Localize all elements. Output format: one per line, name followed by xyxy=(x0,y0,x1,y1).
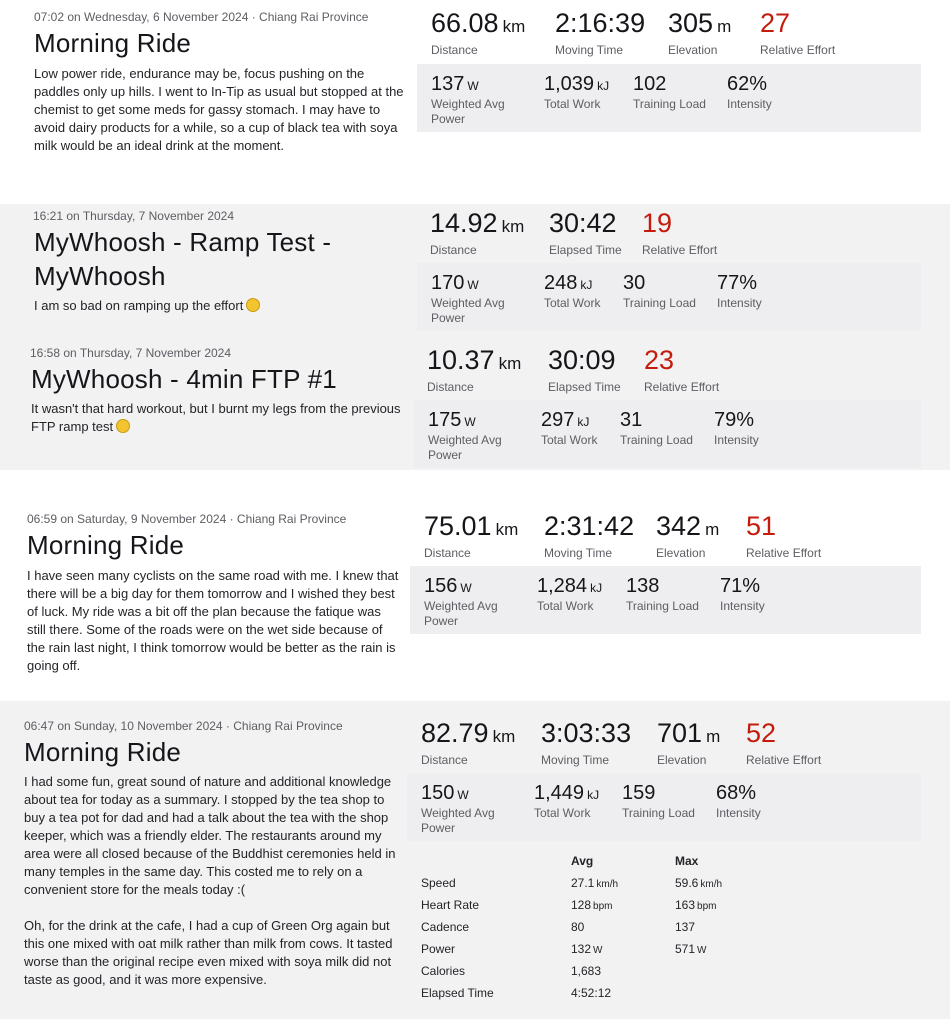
row-max: 571 W xyxy=(675,942,707,956)
activity-card xyxy=(0,505,950,685)
stat-training-load: 31 Training Load xyxy=(620,409,693,447)
primary-stats xyxy=(431,8,921,60)
stat-intensity: 79% Intensity xyxy=(714,409,759,447)
stat-moving-time: 2:31:42 Moving Time xyxy=(544,511,635,560)
activity-title[interactable]: Morning Ride xyxy=(27,530,185,560)
stat-elevation: 342 m Elevation xyxy=(656,511,720,560)
description-paragraph: It wasn't that hard workout, but I burnt my legs from the previous FTP ramp test xyxy=(31,401,401,434)
stat-intensity: 62% Intensity xyxy=(727,73,772,111)
stat-intensity: 77% Intensity xyxy=(717,272,762,310)
activity-description xyxy=(34,297,406,315)
activity-meta: 06:59 on Saturday, 9 November 2024 · Chiang Rai Province xyxy=(27,512,347,526)
stat-distance: 82.79 km Distance xyxy=(421,718,516,767)
table-row xyxy=(421,986,921,1004)
row-label: Cadence xyxy=(421,920,470,934)
activity-meta: 07:02 on Wednesday, 6 November 2024 · Chiang Rai Province xyxy=(34,10,369,24)
stat-relative-effort[interactable]: 23 Relative Effort xyxy=(644,345,720,394)
stat-training-load: 30 Training Load xyxy=(623,272,696,310)
secondary-stats xyxy=(414,400,921,468)
description-paragraph: Low power ride, endurance may be, focus pushing on the paddles only up hills. I went to In-Tip as usual but stopped at the chemist to get some meds for gassy stomach. I may have to avoid dairy products for a while, so a cup of black tea with soya milk would be an ideal drink at the moment. xyxy=(34,66,404,153)
row-max: 137 xyxy=(675,920,696,934)
stat-intensity: 71% Intensity xyxy=(720,575,765,613)
description-paragraph: I had some fun, great sound of nature and additional knowledge about tea for today as a summary. I stopped by the tea shop to buy a tea pot for dad and had a talk about the tea with the shop keeper, which was a friendly elder. The restaurants around my area were all closed because of the Buddhist ceremonies held in many temples in the same day. This costed me to rely on a convenient store for the meals today :( xyxy=(24,774,396,897)
table-header: Max xyxy=(675,854,699,868)
stat-weighted-avg-power: 175 W Weighted Avg Power xyxy=(428,409,502,462)
primary-stats xyxy=(427,345,917,397)
description-paragraph: I am so bad on ramping up the effort xyxy=(34,298,244,313)
row-avg: 1,683 xyxy=(571,964,602,978)
description-paragraph: Oh, for the drink at the cafe, I had a cup of Green Org again but this one mixed with oat milk rather than milk from cows. It tasted worse than the original recipe even mixed with soya milk did not taste as good, and it was more expensive. xyxy=(24,918,393,987)
row-avg: 132 W xyxy=(571,942,603,956)
stat-elapsed-time: 30:09 Elapsed Time xyxy=(548,345,621,394)
activity-meta: 06:47 on Sunday, 10 November 2024 · Chiang Rai Province xyxy=(24,719,343,733)
stat-total-work: 297 kJ Total Work xyxy=(541,409,598,447)
secondary-stats xyxy=(417,263,921,331)
activity-title[interactable]: Morning Ride xyxy=(34,28,192,58)
table-row xyxy=(421,964,921,982)
table-header: Avg xyxy=(571,854,594,868)
stat-training-load: 138 Training Load xyxy=(626,575,699,613)
activity-description xyxy=(31,400,403,436)
table-row xyxy=(421,898,921,916)
stat-training-load: 102 Training Load xyxy=(633,73,706,111)
activity-title[interactable]: Morning Ride xyxy=(24,737,182,767)
primary-stats xyxy=(424,511,914,563)
row-max: 59.6 km/h xyxy=(675,876,723,890)
activity-description xyxy=(27,567,399,693)
stat-total-work: 1,284 kJ Total Work xyxy=(537,575,603,613)
stats-table xyxy=(421,854,921,1009)
stat-intensity: 68% Intensity xyxy=(716,782,761,820)
row-label: Power xyxy=(421,942,456,956)
table-row xyxy=(421,920,921,938)
stat-distance: 10.37 km Distance xyxy=(427,345,522,394)
stat-total-work: 1,039 kJ Total Work xyxy=(544,73,610,111)
activity-meta: 16:21 on Thursday, 7 November 2024 xyxy=(33,209,235,223)
stat-training-load: 159 Training Load xyxy=(622,782,695,820)
stat-distance: 75.01 km Distance xyxy=(424,511,519,560)
row-label: Elapsed Time xyxy=(421,986,494,1000)
stat-moving-time: 2:16:39 Moving Time xyxy=(555,8,646,57)
secondary-stats xyxy=(417,64,921,132)
primary-stats xyxy=(421,718,911,770)
worried-face-icon xyxy=(246,298,260,312)
row-label: Speed xyxy=(421,876,456,890)
activity-card xyxy=(0,341,950,470)
activity-title[interactable]: MyWhoosh - Ramp Test - MyWhoosh xyxy=(34,227,332,291)
stat-total-work: 248 kJ Total Work xyxy=(544,272,601,310)
row-avg: 80 xyxy=(571,920,585,934)
stat-weighted-avg-power: 137 W Weighted Avg Power xyxy=(431,73,505,126)
stat-relative-effort[interactable]: 52 Relative Effort xyxy=(746,718,822,767)
row-label: Heart Rate xyxy=(421,898,480,912)
activity-title[interactable]: MyWhoosh - 4min FTP #1 xyxy=(31,364,337,394)
activity-card xyxy=(0,712,950,1019)
table-row xyxy=(421,942,921,960)
stat-elapsed-time: 30:42 Elapsed Time xyxy=(549,208,622,257)
stat-distance: 14.92 km Distance xyxy=(430,208,525,257)
row-avg: 128 bpm xyxy=(571,898,613,912)
activity-description xyxy=(34,65,406,173)
description-paragraph: I have seen many cyclists on the same road with me. I knew that there will be a big day for them tomorrow and I wished they best of luck. My ride was a bit off the plan because the fatique was still there. Some of the roads were on the wet side because of the rain last night, I think tomorrow would be better as the rain is going off. xyxy=(27,568,399,673)
stat-relative-effort[interactable]: 51 Relative Effort xyxy=(746,511,822,560)
stat-distance: 66.08 km Distance xyxy=(431,8,526,57)
row-label: Calories xyxy=(421,964,466,978)
stat-weighted-avg-power: 150 W Weighted Avg Power xyxy=(421,782,495,835)
row-avg: 4:52:12 xyxy=(571,986,612,1000)
row-avg: 27.1 km/h xyxy=(571,876,619,890)
table-row xyxy=(421,876,921,894)
activity-description xyxy=(24,773,396,1007)
stat-relative-effort[interactable]: 19 Relative Effort xyxy=(642,208,718,257)
stat-moving-time: 3:03:33 Moving Time xyxy=(541,718,632,767)
primary-stats xyxy=(430,208,920,260)
secondary-stats xyxy=(410,566,921,634)
stat-weighted-avg-power: 156 W Weighted Avg Power xyxy=(424,575,498,628)
stat-weighted-avg-power: 170 W Weighted Avg Power xyxy=(431,272,505,325)
table-header-row xyxy=(421,854,921,872)
activity-card xyxy=(0,204,950,338)
stat-elevation: 701 m Elevation xyxy=(657,718,721,767)
stat-total-work: 1,449 kJ Total Work xyxy=(534,782,600,820)
stat-relative-effort[interactable]: 27 Relative Effort xyxy=(760,8,836,57)
secondary-stats xyxy=(407,773,921,841)
row-max: 163 bpm xyxy=(675,898,717,912)
grimace-face-icon xyxy=(116,419,130,433)
activity-card xyxy=(0,0,950,180)
activity-meta: 16:58 on Thursday, 7 November 2024 xyxy=(30,346,232,360)
stat-elevation: 305 m Elevation xyxy=(668,8,732,57)
